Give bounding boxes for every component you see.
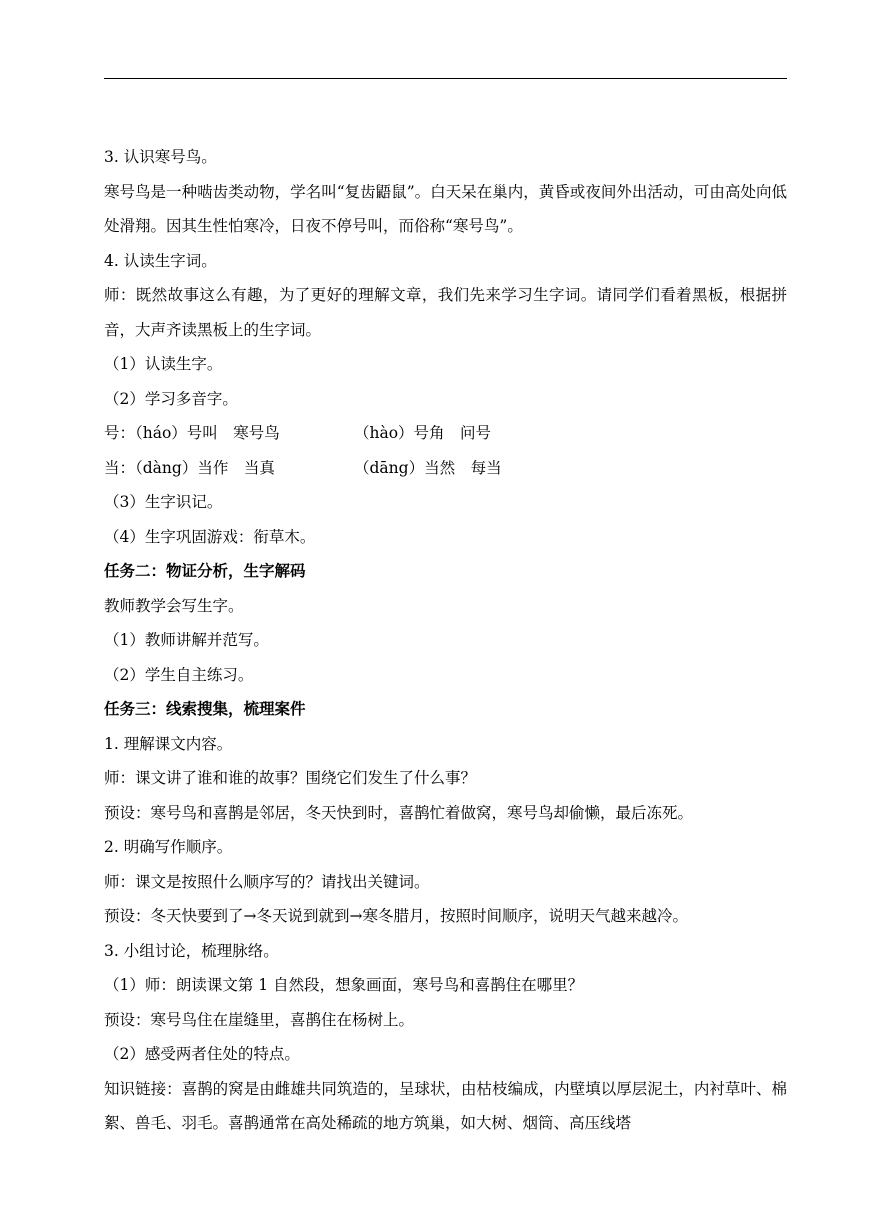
polyphone-hao-a: 号：（háo）号叫 寒号鸟 [104,424,280,442]
sub-item-1: （1）认读生字。 [104,355,223,373]
task3-heading: 任务三：线索搜集，梳理案件 [104,700,306,718]
item3-title: 3. 认识寒号鸟。 [104,148,217,166]
task3-item-3: 3. 小组讨论，梳理脉络。 [104,941,279,960]
document-body [104,140,787,1141]
polyphone-hao-row [104,416,787,451]
polyphone-dang-a: 当：（dàng）当作 当真 [104,458,275,477]
item3-text: 寒号鸟是一种啮齿类动物，学名叫“复齿鼯鼠”。白天呆在巢内，黄昏或夜间外出活动，可由高处向低处滑翔。因其生性怕寒冷，日夜不停号叫，而俗称“寒号鸟”。 [104,182,787,235]
sub-item-3: （3）生字识记。 [104,493,223,511]
polyphone-dang-row [104,451,787,486]
header-rule [104,78,787,79]
task2-sub-2: （2）学生自主练习。 [104,665,254,684]
task3-item-1: 1. 理解课文内容。 [104,734,233,753]
task3-item-2-answer: 预设：冬天快要到了→冬天说到就到→寒冬腊月，按照时间顺序，说明天气越来越冷。 [104,907,688,925]
polyphone-dang-b: （dāng）当然 每当 [354,458,502,477]
task2-sub-1: （1）教师讲解并范写。 [104,631,269,649]
task3-item-3-sub-1: （1）师：朗读课文第 1 自然段，想象画面，寒号鸟和喜鹊住在哪里？ [104,976,584,994]
task3-item-1-question: 师：课文讲了谁和谁的故事？围绕它们发生了什么事？ [104,769,477,787]
knowledge-link: 知识链接：喜鹊的窝是由雌雄共同筑造的，呈球状，由枯枝编成，内壁填以厚层泥土，内衬草叶、棉絮、兽毛、羽毛。喜鹊通常在高处稀疏的地方筑巢，如大树、烟筒、高压线塔 [104,1079,787,1132]
task2-text: 教师教学会写生字。 [104,596,244,615]
item4-title: 4. 认读生字词。 [104,251,217,270]
task3-item-2: 2. 明确写作顺序。 [104,838,233,856]
task3-item-3-sub-2: （2）感受两者住处的特点。 [104,1045,300,1063]
task3-item-3-sub-1-answer: 预设：寒号鸟住在崖缝里，喜鹊住在杨树上。 [104,1010,415,1029]
item4-text: 师：既然故事这么有趣，为了更好的理解文章，我们先来学习生字词。请同学们看着黑板，根据拼音，大声齐读黑板上的生字词。 [104,286,787,339]
task2-heading: 任务二：物证分析，生字解码 [104,562,306,580]
task3-item-1-answer: 预设：寒号鸟和喜鹊是邻居，冬天快到时，喜鹊忙着做窝，寒号鸟却偷懒，最后冻死。 [104,803,694,822]
sub-item-4: （4）生字巩固游戏：衔草木。 [104,527,316,546]
polyphone-hao-b: （hào）号角 问号 [354,424,492,442]
task3-item-2-question: 师：课文是按照什么顺序写的？请找出关键词。 [104,872,430,891]
sub-item-2: （2）学习多音字。 [104,389,238,408]
